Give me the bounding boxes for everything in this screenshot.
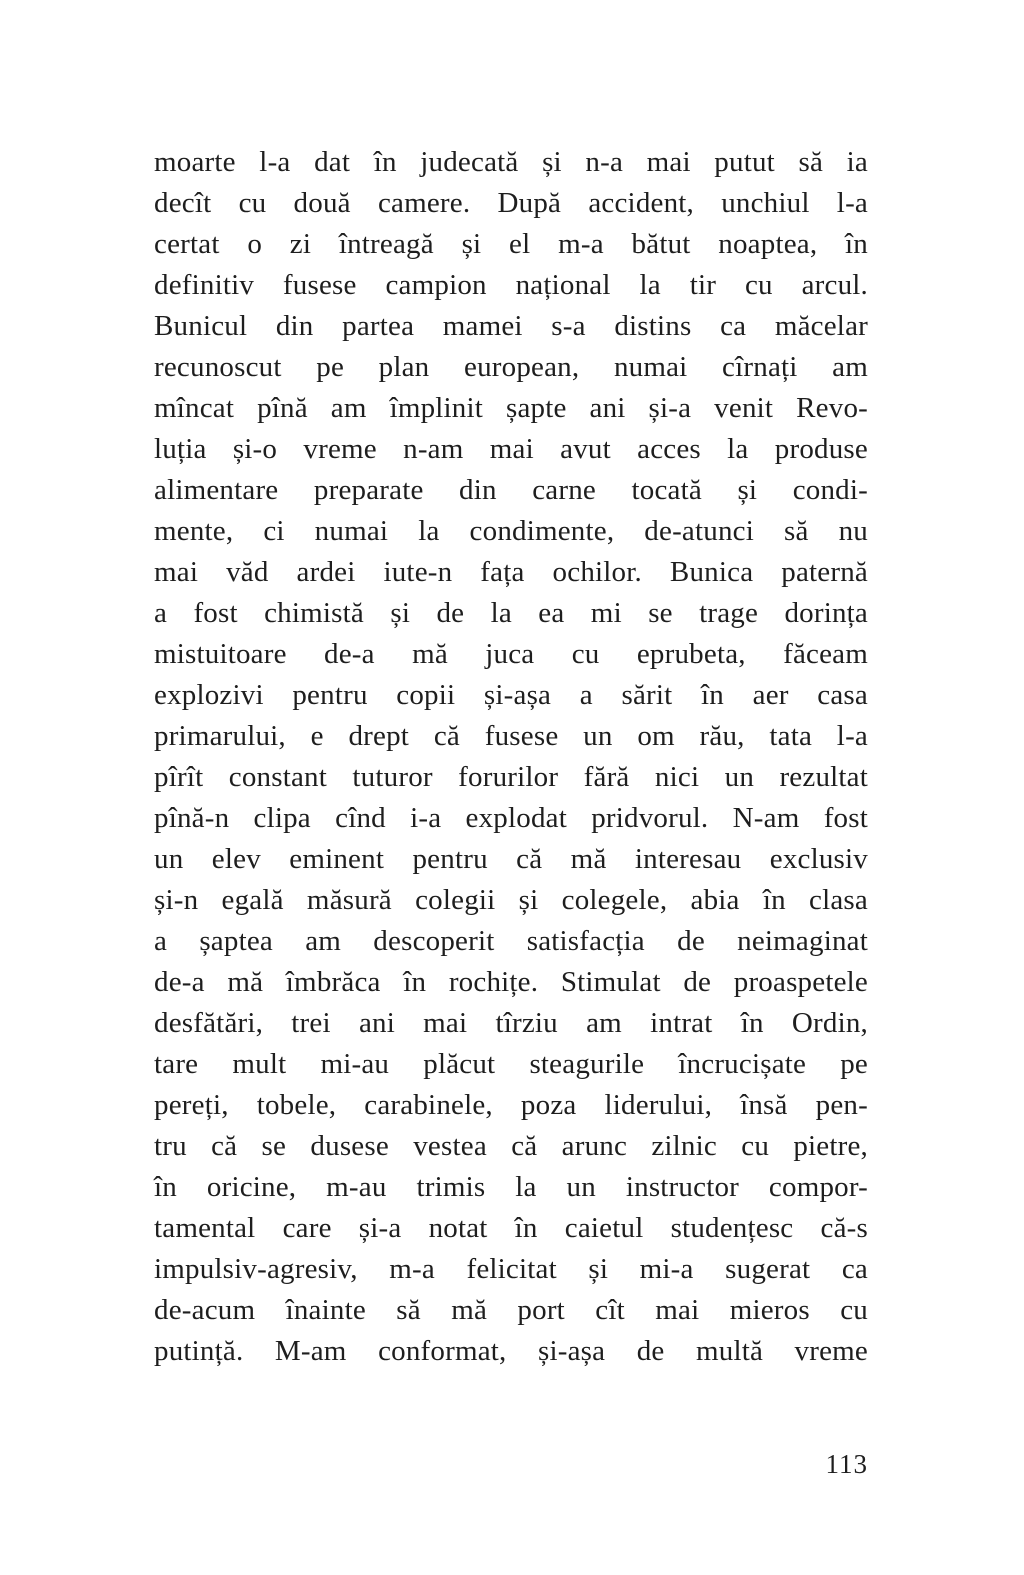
text-line: explozivi pentru copii și-așa a sărit în aer casa	[154, 679, 868, 711]
text-line: putință. M-am conformat, și-așa de multă vreme	[154, 1335, 868, 1367]
text-line: de-acum înainte să mă port cît mai mieros cu	[154, 1294, 868, 1326]
text-line: primarului, e drept că fusese un om rău, tata l-a	[154, 720, 868, 752]
text-line: certat o zi întreagă și el m-a bătut noaptea, în	[154, 228, 868, 260]
text-line: alimentare preparate din carne tocată și condi-	[154, 474, 868, 506]
text-line: pereți, tobele, carabinele, poza liderului, însă pen-	[154, 1089, 868, 1121]
text-line: luția și-o vreme n-am mai avut acces la produse	[154, 433, 868, 465]
text-line: decît cu două camere. După accident, unchiul l-a	[154, 187, 868, 219]
text-line: pîrît constant tuturor forurilor fără nici un rezultat	[154, 761, 868, 793]
text-line: tare mult mi-au plăcut steagurile încrucișate pe	[154, 1048, 868, 1080]
text-line: tru că se dusese vestea că arunc zilnic cu pietre,	[154, 1130, 868, 1162]
text-line: a fost chimistă și de la ea mi se trage dorința	[154, 597, 868, 629]
body-text	[154, 142, 868, 1372]
text-line: tamental care și-a notat în caietul studențesc că-s	[154, 1212, 868, 1244]
text-line: recunoscut pe plan european, numai cîrnați am	[154, 351, 868, 383]
text-line: mente, ci numai la condimente, de-atunci să nu	[154, 515, 868, 547]
text-line: Bunicul din partea mamei s-a distins ca măcelar	[154, 310, 868, 342]
text-line: impulsiv-agresiv, m-a felicitat și mi-a sugerat ca	[154, 1253, 868, 1285]
text-line: în oricine, m-au trimis la un instructor compor-	[154, 1171, 868, 1203]
text-line: mîncat pînă am împlinit șapte ani și-a venit Revo-	[154, 392, 868, 424]
text-line: mai văd ardei iute-n fața ochilor. Bunica paternă	[154, 556, 868, 588]
text-line: desfătări, trei ani mai tîrziu am intrat în Ordin,	[154, 1007, 868, 1039]
text-line: mistuitoare de-a mă juca cu eprubeta, făceam	[154, 638, 868, 670]
text-line: definitiv fusese campion național la tir cu arcul.	[154, 269, 868, 301]
text-line: un elev eminent pentru că mă interesau exclusiv	[154, 843, 868, 875]
text-line: moarte l-a dat în judecată și n-a mai putut să ia	[154, 146, 868, 178]
text-line: pînă-n clipa cînd i-a explodat pridvorul. N-am fost	[154, 802, 868, 834]
text-line: și-n egală măsură colegii și colegele, abia în clasa	[154, 884, 868, 916]
text-line: a șaptea am descoperit satisfacția de neimaginat	[154, 925, 868, 957]
text-line: de-a mă îmbrăca în rochițe. Stimulat de proaspetele	[154, 966, 868, 998]
page-number: 113	[825, 1449, 868, 1479]
